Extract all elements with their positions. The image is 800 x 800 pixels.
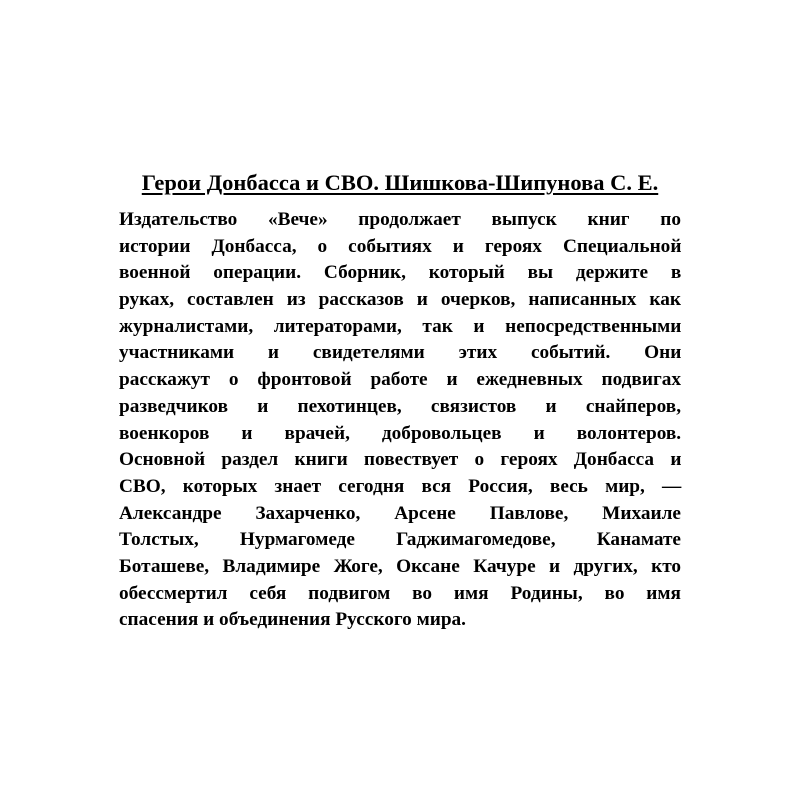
body-line: Издательство «Вече» продолжает выпуск книг по [119,209,681,230]
body-line: СВО, которых знает сегодня вся Россия, весь мир, — [119,475,682,497]
body-line: истории Донбасса, о событиях и героях Специальной [119,235,682,257]
body-line: военкоров и врачей, добровольцев и волонтеров. [119,422,682,444]
body-line-last: спасения и объединения Русского мира. [119,609,467,631]
body-line: обессмертил себя подвигом во имя Родины, во имя [119,582,681,604]
body-line: военной операции. Сборник, который вы держите в [119,262,682,284]
body-line: Толстых, Нурмагомеде Гаджимагомедове, Канамате [119,529,681,551]
document-title: Герои Донбасса и СВО. Шишкова-Шипунова С. Е. [141,170,659,195]
body-line: расскажут о фронтовой работе и ежедневных подвигах [119,369,681,391]
body-line: участниками и свидетелями этих событий. Они [119,342,682,364]
body-line: Основной раздел книги повествует о героях Донбасса и [119,449,682,471]
body-line: разведчиков и пехотинцев, связистов и снайперов, [119,395,682,417]
body-line: журналистами, литераторами, так и непосредственными [119,315,682,337]
body-line: Александре Захарченко, Арсене Павлове, Михаиле [119,502,681,524]
body-line: руках, составлен из рассказов и очерков, написанных как [119,289,681,311]
document-body [119,207,681,634]
body-line: Боташеве, Владимире Жоге, Оксане Качуре и других, кто [119,555,682,577]
